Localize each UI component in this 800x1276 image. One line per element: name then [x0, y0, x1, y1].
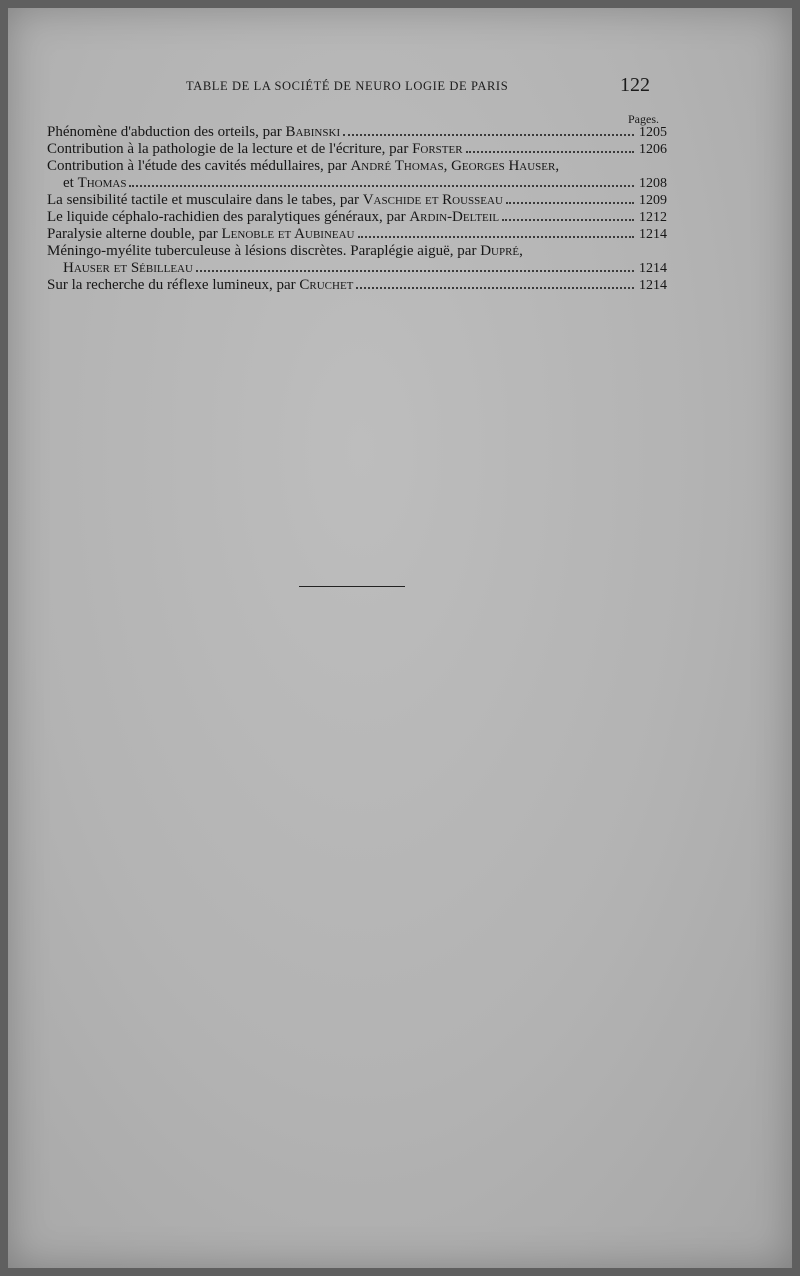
dot-leader: [358, 236, 635, 238]
entry-title: La sensibilité tactile et musculaire dans le tabes, par: [47, 192, 363, 208]
entry-title: Méningo-myélite tuberculeuse à lésions discrètes. Paraplégie aiguë, par: [47, 243, 481, 259]
toc-entry: [47, 277, 667, 294]
entry-authors: Babinski: [285, 124, 341, 140]
toc-entry: [47, 209, 667, 226]
entry-title: Sur la recherche du réflexe lumineux, par: [47, 277, 300, 293]
toc-entry: [47, 243, 667, 277]
entry-authors: Vaschide et Rousseau: [362, 192, 503, 208]
entry-authors: Cruchet: [299, 277, 354, 293]
entry-page: 1209: [639, 193, 667, 208]
running-title: TABLE DE LA SOCIÉTÉ DE NEURO LOGIE DE PARIS: [186, 79, 509, 93]
entry-title: Le liquide céphalo-rachidien des paralytiques généraux, par: [47, 209, 410, 225]
toc-entry: [47, 158, 667, 192]
entry-authors: Ardin-Delteil: [409, 209, 500, 225]
toc-entry: [47, 226, 667, 243]
entry-page: 1206: [639, 142, 667, 157]
entry-authors: Hauser et Sébilleau: [63, 260, 193, 276]
entry-authors: Lenoble et Aubineau: [221, 226, 355, 242]
dot-leader: [343, 134, 634, 136]
entry-page: 1214: [639, 261, 667, 276]
entry-authors: Thomas: [77, 175, 127, 191]
toc-entry: [47, 141, 667, 158]
dot-leader: [466, 151, 634, 153]
entry-title: Contribution à l'étude des cavités médullaires, par: [47, 158, 351, 174]
dot-leader: [129, 185, 634, 187]
page-number: 122: [620, 74, 650, 96]
entry-authors: Forster: [412, 141, 463, 157]
entry-page: 1214: [639, 278, 667, 293]
running-header: [8, 74, 792, 98]
entry-authors: André Thomas, Georges Hauser,: [350, 158, 560, 174]
entry-page: 1212: [639, 210, 667, 225]
entry-title: Contribution à la pathologie de la lecture et de l'écriture, par: [47, 141, 413, 157]
entry-title-continued: et: [63, 175, 78, 191]
dot-leader: [356, 287, 634, 289]
table-of-contents: [47, 124, 667, 294]
entry-authors: Dupré,: [480, 243, 523, 259]
toc-entry: [47, 192, 667, 209]
entry-title: Phénomène d'abduction des orteils, par: [47, 124, 286, 140]
toc-entry: [47, 124, 667, 141]
dot-leader: [196, 270, 634, 272]
document-page: [8, 8, 792, 1268]
entry-title: Paralysie alterne double, par: [47, 226, 222, 242]
entry-page: 1214: [639, 227, 667, 242]
dot-leader: [506, 202, 634, 204]
entry-page: 1208: [639, 176, 667, 191]
section-end-rule: [299, 586, 405, 587]
pages-column-label: Pages.: [628, 112, 659, 126]
entry-page: 1205: [639, 125, 667, 140]
dot-leader: [502, 219, 634, 221]
